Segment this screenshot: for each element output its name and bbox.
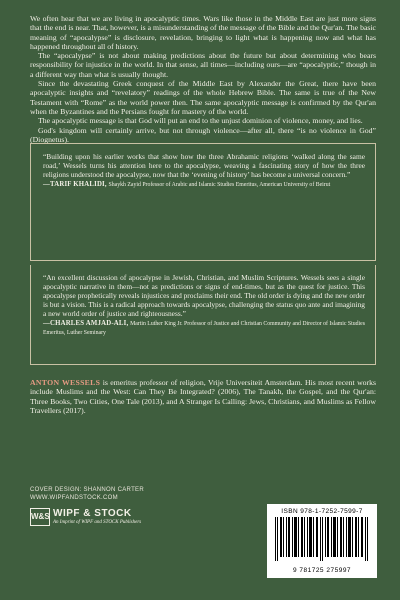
endorsement-attribution — [43, 320, 365, 337]
endorsements-box-2 — [30, 265, 376, 365]
author-name: ANTON WESSELS — [30, 378, 101, 387]
isbn-number: ISBN 978-1-7252-7599-7 — [281, 508, 363, 515]
description-paragraph: Since the devastating Greek conquest of the Middle East by Alexander the Great, there have been apocalyptic insights and “revelatory” readings of the whole Hebrew Bible. The same is true of the New Testament with “Rome” as the world power then. The same apocalyptic message is confirmed by the Qur'an when the Byzantines and the Persians fought for mastery of the world. — [30, 79, 376, 116]
barcode-icon — [273, 517, 371, 561]
cover-design-credit: COVER DESIGN: SHANNON CARTER — [30, 487, 144, 493]
isbn-barcode — [267, 504, 377, 578]
endorser-name: —TARIF KHALIDI, — [43, 181, 107, 189]
endorser-role: Shaykh Zayid Professor of Arabic and Islamic Studies Emeritus, American University of Beirut — [108, 182, 331, 189]
description-paragraph: The “apocalypse” is not about making predictions about the future but about determining who bears responsibility for injustice in the world. In that sense, all times—including ours—are “apocalyptic,” though in a different way than what is usually thought. — [30, 51, 376, 79]
publisher-tagline: An Imprint of WIPF and STOCK Publishers — [53, 520, 142, 525]
publisher-logo — [30, 508, 170, 528]
barcode-digits: 9 781725 275997 — [292, 567, 352, 574]
endorser-name: —CHARLES AMJAD-ALI, — [43, 320, 129, 328]
website-link[interactable]: WWW.WIPFANDSTOCK.COM — [30, 494, 118, 501]
endorsement-quote: “An excellent discussion of apocalypse in Jewish, Christian, and Muslim Scriptures. Wessels sees a single apocalyptic narrative in them—not as predictions or signs of end-times, but as the quest for justice. This apocalypse prophetically reveals injustices and proclaims their end. The old order is dying and the new order is but a vision. This is a radical approach towards apocalypse, challenging the status quo ante and imagining a new world order of justice and righteousness.” — [43, 273, 365, 319]
publisher-mark-icon: W&S — [30, 508, 50, 526]
credits — [30, 487, 144, 502]
endorser-role: Martin Luther King Jr. Professor of Justice and Christian Community and Director of Islamic Studies Emeritus, Luther Seminary — [43, 321, 365, 336]
endorsement-quote: “Building upon his earlier works that show how the three Abrahamic religions ‘walked along the same road,’ Wessels turns his attention here to the apocalypse, weaving a fascinating story of how the three religions understood the apocalypse, now that the ‘evening of history’ has become a universal concern.” — [43, 152, 365, 180]
publisher-name: WIPF & STOCK — [53, 508, 132, 519]
description-paragraph: The apocalyptic message is that God will put an end to the unjust dominion of violence, money, and lies. — [38, 116, 363, 126]
description-paragraph: God's kingdom will certainly arrive, but not through violence—after all, there “is no violence in God” (Diognetus). — [30, 125, 376, 144]
description-paragraph: We often hear that we are living in apocalyptic times. Wars like those in the Middle East are just more signs that the end is near. That, however, is a misunderstanding of the message of the Bible and the Qur'an. The basic meaning of “apocalypse” is disclosure, revelation, bringing to light what is happening now and what has happened throughout all of history. — [30, 14, 376, 51]
author-bio-text: is emeritus professor of religion, Vrije Universiteit Amsterdam. His most recent works include Muslims and the West: Can They Be Integrated? (2006), The Tanakh, the Gospel, and the Qur'an: Three Books, Two Cities, One Tale (2013), and A Stranger Is Calling: Jews, Christians, and Muslims as Fellow Travellers (2017). — [30, 378, 377, 415]
endorsement-attribution — [43, 181, 365, 189]
description-text — [30, 14, 376, 144]
author-bio — [30, 378, 376, 415]
endorsements-box — [30, 143, 376, 261]
